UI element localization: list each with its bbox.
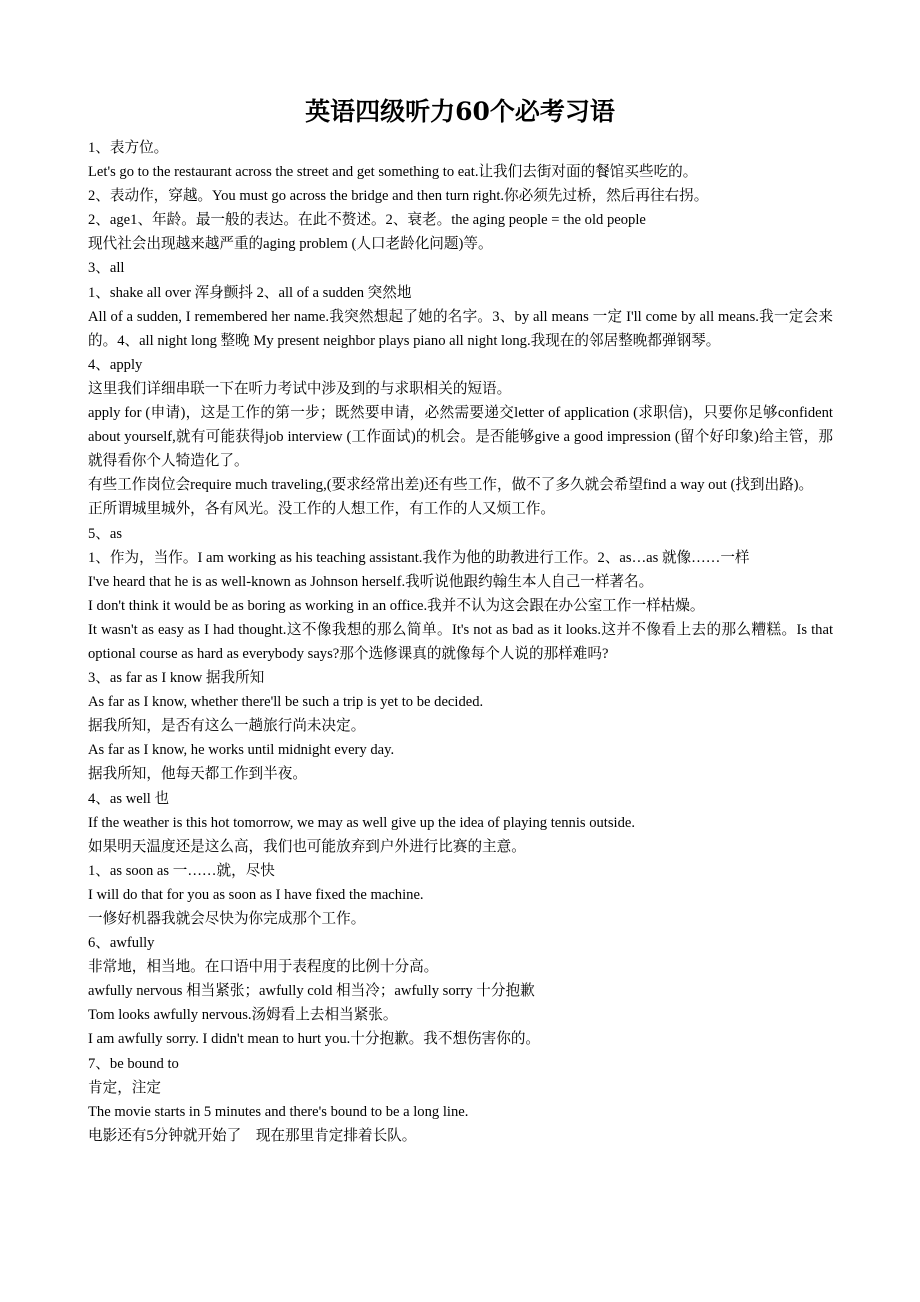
paragraph: 1、表方位。 <box>88 140 169 156</box>
paragraph: As far as I know, he works until midnight every day. <box>88 742 395 759</box>
paragraph: 现代社会出现越来越严重的aging problem (人口老龄化问题)等。 <box>88 236 493 253</box>
paragraph: I will do that for you as soon as I have fixed the machine. <box>88 886 424 903</box>
paragraph: The movie starts in 5 minutes and there's bound to be a long line. <box>88 1103 469 1120</box>
paragraph: I am awfully sorry. I didn't mean to hurt you.十分抱歉。我不想伤害你的。 <box>88 1031 541 1048</box>
paragraph: apply for (申请)，这是工作的第一步；既然要申请，必然需要递交letter of application (求职信)，只要你足够confident about yourself,就有可能获得job interview (工作面试)的机会。是否能够give a good impression (留个好印象)给主管，那就得看你个人犄造化了。 <box>88 405 833 470</box>
paragraph: 3、as far as I know 据我所知 <box>88 670 265 687</box>
paragraph: 7、be bound to <box>88 1055 179 1072</box>
paragraph: 正所谓城里城外，各有风光。没工作的人想工作，有工作的人又烦工作。 <box>88 501 556 518</box>
paragraph: 4、as well 也 <box>88 790 170 807</box>
paragraph: 如果明天温度还是这么高，我们也可能放弃到户外进行比赛的主意。 <box>88 838 526 855</box>
paragraph: 有些工作岗位会require much traveling,(要求经常出差)还有些工作，做不了多久就会希望find a way out (找到出路)。 <box>88 477 814 494</box>
paragraph: 2、age1、年龄。最一般的表达。在此不赘述。2、衰老。the aging people = the old people <box>88 212 646 229</box>
paragraph: 1、作为，当作。I am working as his teaching assistant.我作为他的助教进行工作。2、as…as 就像……一样 <box>88 549 750 566</box>
paragraph: Let's go to the restaurant across the street and get something to eat.让我们去街对面的餐馆买些吃的。 <box>88 164 698 181</box>
paragraph: 6、awfully <box>88 935 155 952</box>
paragraph: 非常地，相当地。在口语中用于表程度的比例十分高。 <box>88 959 439 976</box>
paragraph: 电影还有5分钟就开始了 现在那里肯定排着长队。 <box>88 1127 417 1144</box>
paragraph: As far as I know, whether there'll be such a trip is yet to be decided. <box>88 694 484 711</box>
paragraph: 4、apply <box>88 356 143 373</box>
paragraph: 2、表动作，穿越。You must go across the bridge and then turn right.你必须先过桥，然后再往右拐。 <box>88 188 709 205</box>
paragraph: Tom looks awfully nervous.汤姆看上去相当紧张。 <box>88 1007 398 1024</box>
paragraph: I've heard that he is as well-known as Johnson herself.我听说他跟约翰生本人自己一样著名。 <box>88 573 654 590</box>
paragraph: 据我所知，是否有这么一趟旅行尚未决定。 <box>88 718 366 735</box>
paragraph: 1、as soon as 一……就，尽快 <box>88 862 275 879</box>
paragraph: It wasn't as easy as I had thought.这不像我想的那么简单。It's not as bad as it looks.这并不像看上去的那么糟糕。Is that optional course as hard as everybody says?那个选修课真的就像每个人说的那样难吗? <box>88 621 833 662</box>
paragraph: 这里我们详细串联一下在听力考试中涉及到的与求职相关的短语。 <box>88 380 512 397</box>
paragraph: 据我所知，他每天都工作到半夜。 <box>88 766 307 783</box>
document-title: 英语四级听力60个必考习语 <box>305 97 615 126</box>
paragraph: I don't think it would be as boring as working in an office.我并不认为这会跟在办公室工作一样枯燥。 <box>88 597 705 614</box>
paragraph: awfully nervous 相当紧张；awfully cold 相当冷；awfully sorry 十分抱歉 <box>88 983 535 1000</box>
paragraph: All of a sudden, I remembered her name.我突然想起了她的名字。3、by all means 一定 I'll come by all means.我一定会来的。4、all night long 整晚 My present neighbor plays piano all night long.我现在的邻居整晚都弹钢琴。 <box>88 308 833 349</box>
document-body <box>88 136 833 1148</box>
paragraph: 肯定，注定 <box>88 1079 161 1096</box>
paragraph: 3、all <box>88 260 125 277</box>
paragraph: 1、shake all over 浑身颤抖 2、all of a sudden 突然地 <box>88 284 412 301</box>
paragraph: 一修好机器我就会尽快为你完成那个工作。 <box>88 911 366 927</box>
paragraph: If the weather is this hot tomorrow, we may as well give up the idea of playing tennis outside. <box>88 814 636 831</box>
paragraph: 5、as <box>88 525 123 542</box>
